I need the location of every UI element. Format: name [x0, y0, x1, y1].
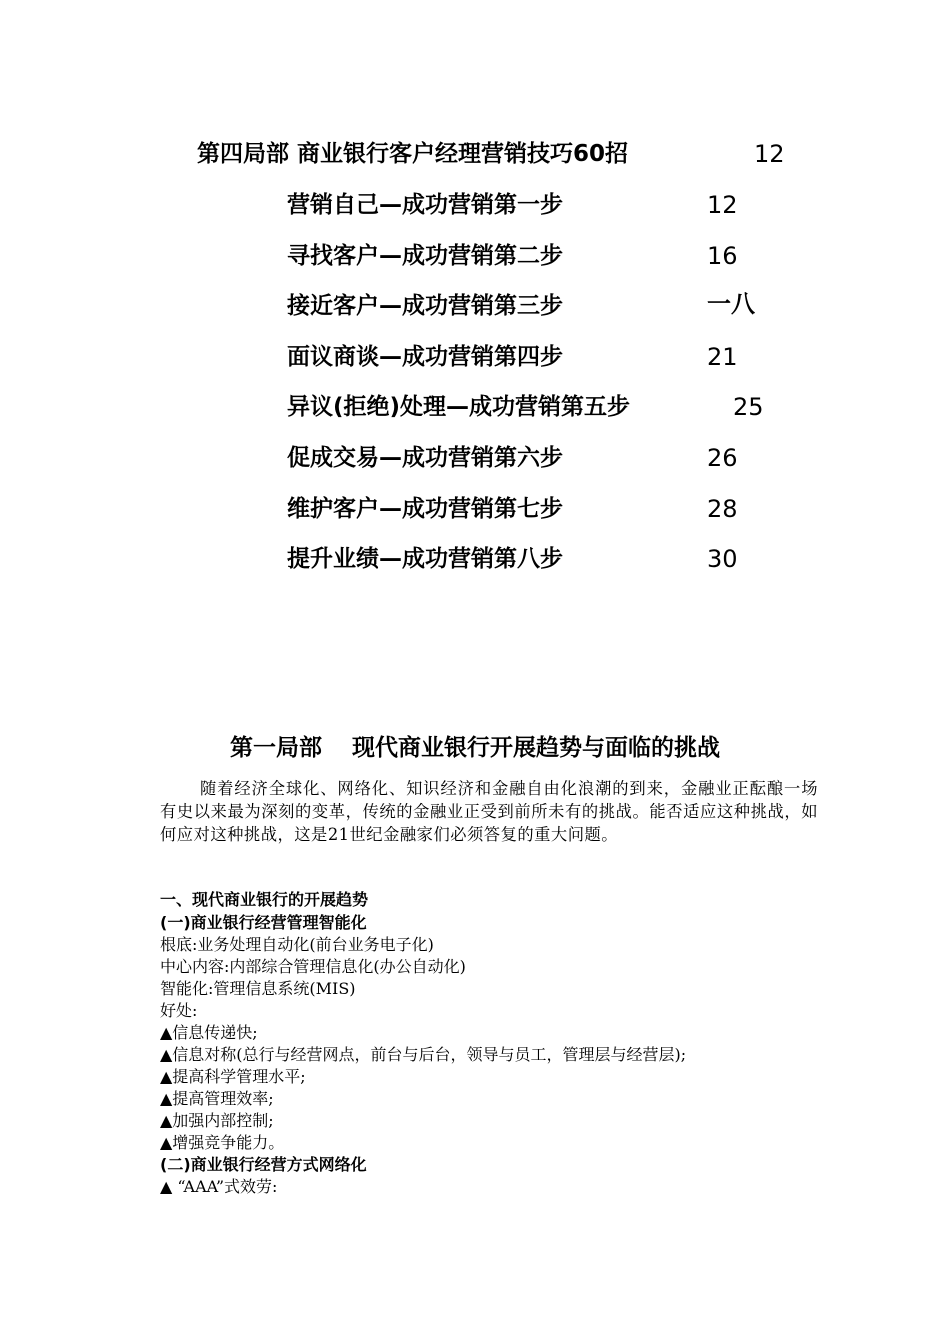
section-heading: [0, 732, 950, 764]
content-line: 中心内容:内部综合管理信息化(办公自动化): [160, 957, 466, 976]
toc-item-title: 营销自己—成功营销第一步: [287, 192, 563, 218]
toc-item-title: 异议(拒绝)处理—成功营销第五步: [287, 394, 631, 420]
toc-item-title: 面议商谈—成功营销第四步: [287, 344, 563, 370]
toc-item-page: 30: [707, 545, 738, 573]
content-line: 根底:业务处理自动化(前台业务电子化): [160, 935, 434, 954]
toc-item-title: 接近客户—成功营销第三步: [287, 293, 563, 319]
bullet-item: ▲信息传递快;: [160, 1023, 258, 1042]
heading-development-trends: 一、现代商业银行的开展趋势: [160, 890, 369, 909]
intro-paragraph: 随着经济全球化、网络化、知识经济和金融自由化浪潮的到来，金融业正酝酿一场有史以来最为深刻的变革，传统的金融业正受到前所未有的挑战。能否适应这种挑战，如何应对这种挑战，这是21世纪金融家们必须答复的重大问题。: [160, 779, 818, 844]
bullet-item: ▲信息对称(总行与经营网点，前台与后台，领导与员工，管理层与经营层);: [160, 1045, 687, 1064]
subheading-networking: (二)商业银行经营方式网络化: [160, 1155, 367, 1174]
bullet-item: ▲增强竞争能力。: [160, 1133, 285, 1152]
toc-item-page: 一八: [707, 290, 755, 318]
toc-item-page: 21: [707, 343, 738, 371]
toc-item-title: 提升业绩—成功营销第八步: [287, 546, 563, 572]
section-part-label: 第一局部: [230, 735, 322, 761]
toc-part-title: 第四局部 商业银行客户经理营销技巧60招: [197, 141, 629, 167]
content-line: 好处:: [160, 1001, 198, 1020]
section-title: 现代商业银行开展趋势与面临的挑战: [352, 735, 720, 761]
toc-item-page: 28: [707, 495, 738, 523]
bullet-item: ▲加强内部控制;: [160, 1111, 274, 1130]
bullet-item: ▲提高管理效率;: [160, 1089, 274, 1108]
toc-item-title: 维护客户—成功营销第七步: [287, 496, 563, 522]
bullet-item: ▲提高科学管理水平;: [160, 1067, 306, 1086]
toc-item-page: 16: [707, 242, 738, 270]
bullet-item: ▲ “AAA”式效劳:: [160, 1177, 278, 1196]
toc-item-page: 26: [707, 444, 738, 472]
toc-item-page: 12: [707, 191, 738, 219]
toc-item-page: 25: [733, 393, 764, 421]
toc-item-title: 寻找客户—成功营销第二步: [287, 243, 563, 269]
toc-part-page: 12: [754, 140, 785, 168]
subheading-intelligence: (一)商业银行经营管理智能化: [160, 913, 367, 932]
toc-item-title: 促成交易—成功营销第六步: [287, 445, 563, 471]
content-line: 智能化:管理信息系统(MIS): [160, 979, 356, 998]
